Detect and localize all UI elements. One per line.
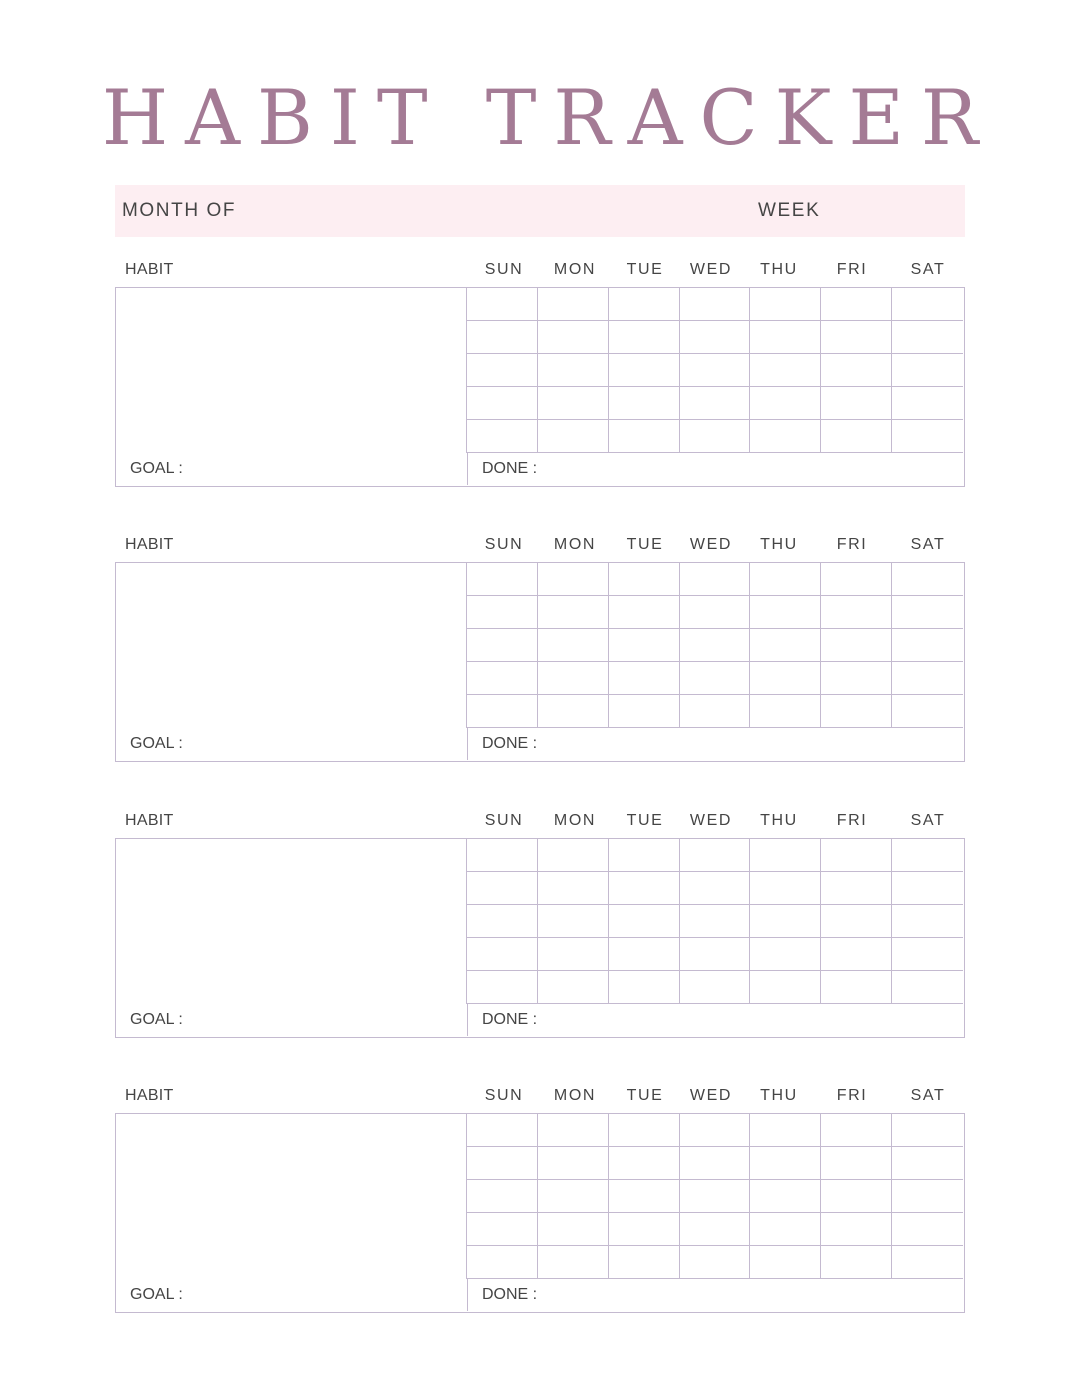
check-cell-sun[interactable] [467, 1246, 538, 1279]
check-cell-thu[interactable] [750, 387, 821, 420]
habit-section-3 [115, 812, 965, 1052]
check-cell-sun[interactable] [467, 905, 538, 938]
check-cell-sun[interactable] [467, 872, 538, 905]
check-cell-sun[interactable] [467, 354, 538, 387]
check-cell-wed[interactable] [680, 629, 751, 662]
day-label-fri: FRI [836, 1087, 868, 1104]
check-cell-thu[interactable] [750, 905, 821, 938]
check-cell-tue[interactable] [609, 938, 680, 971]
habit-name-area[interactable] [116, 1114, 467, 1279]
habit-name-area[interactable] [116, 839, 467, 1004]
check-cell-sat[interactable] [892, 695, 963, 728]
check-cell-sat[interactable] [892, 288, 963, 321]
check-cell-fri[interactable] [821, 354, 892, 387]
habit-footer [116, 453, 963, 485]
check-cell-tue[interactable] [609, 354, 680, 387]
check-cell-sun[interactable] [467, 420, 538, 453]
check-cell-mon[interactable] [538, 938, 609, 971]
check-cell-sun[interactable] [467, 387, 538, 420]
check-cell-wed[interactable] [680, 662, 751, 695]
check-cell-sat[interactable] [892, 1180, 963, 1213]
check-cell-mon[interactable] [538, 695, 609, 728]
check-cell-mon[interactable] [538, 1147, 609, 1180]
check-cell-thu[interactable] [750, 662, 821, 695]
month-week-header [115, 185, 965, 237]
habit-section-1 [115, 261, 965, 501]
check-cell-wed[interactable] [680, 938, 751, 971]
day-label-thu: THU [760, 261, 798, 278]
check-cells [467, 288, 963, 453]
check-cell-tue[interactable] [609, 1114, 680, 1147]
check-cell-sat[interactable] [892, 629, 963, 662]
day-label-wed: WED [689, 261, 733, 278]
check-cell-mon[interactable] [538, 321, 609, 354]
footer-divider [467, 453, 468, 485]
check-cell-mon[interactable] [538, 971, 609, 1004]
habit-grid [115, 287, 965, 487]
check-cell-wed[interactable] [680, 839, 751, 872]
check-cell-sat[interactable] [892, 662, 963, 695]
check-cell-sat[interactable] [892, 1147, 963, 1180]
goal-label: GOAL : [130, 460, 183, 477]
day-label-sun: SUN [484, 536, 524, 553]
check-cell-thu[interactable] [750, 563, 821, 596]
check-cell-fri[interactable] [821, 662, 892, 695]
check-cell-tue[interactable] [609, 839, 680, 872]
check-cell-fri[interactable] [821, 288, 892, 321]
check-cell-sat[interactable] [892, 1114, 963, 1147]
check-cell-sun[interactable] [467, 971, 538, 1004]
check-cell-thu[interactable] [750, 321, 821, 354]
check-cell-tue[interactable] [609, 905, 680, 938]
check-cell-tue[interactable] [609, 971, 680, 1004]
check-cell-thu[interactable] [750, 288, 821, 321]
check-cell-tue[interactable] [609, 420, 680, 453]
check-cell-fri[interactable] [821, 420, 892, 453]
check-cell-wed[interactable] [680, 1213, 751, 1246]
check-cell-sat[interactable] [892, 938, 963, 971]
check-cell-tue[interactable] [609, 387, 680, 420]
check-cell-mon[interactable] [538, 354, 609, 387]
check-cell-sun[interactable] [467, 695, 538, 728]
check-cell-mon[interactable] [538, 596, 609, 629]
check-cell-sun[interactable] [467, 1147, 538, 1180]
habit-grid [115, 562, 965, 762]
check-cell-mon[interactable] [538, 662, 609, 695]
day-label-wed: WED [689, 812, 733, 829]
check-cell-thu[interactable] [750, 420, 821, 453]
check-cell-tue[interactable] [609, 1213, 680, 1246]
check-cell-sun[interactable] [467, 1213, 538, 1246]
check-cells [467, 563, 963, 728]
day-label-sat: SAT [910, 1087, 946, 1104]
day-label-thu: THU [760, 1087, 798, 1104]
check-cell-fri[interactable] [821, 938, 892, 971]
habit-grid [115, 838, 965, 1038]
check-cell-tue[interactable] [609, 563, 680, 596]
check-cell-fri[interactable] [821, 1246, 892, 1279]
day-label-sun: SUN [484, 261, 524, 278]
habit-section-4 [115, 1087, 965, 1327]
check-cell-fri[interactable] [821, 695, 892, 728]
day-label-fri: FRI [836, 536, 868, 553]
goal-label: GOAL : [130, 1011, 183, 1028]
check-cell-thu[interactable] [750, 1246, 821, 1279]
check-cell-sat[interactable] [892, 872, 963, 905]
check-cell-fri[interactable] [821, 839, 892, 872]
check-cell-sat[interactable] [892, 839, 963, 872]
day-label-sun: SUN [484, 1087, 524, 1104]
check-cell-sat[interactable] [892, 596, 963, 629]
habit-label: HABIT [125, 536, 174, 553]
check-cell-sun[interactable] [467, 563, 538, 596]
check-cell-wed[interactable] [680, 288, 751, 321]
check-cell-tue[interactable] [609, 321, 680, 354]
check-cell-wed[interactable] [680, 872, 751, 905]
habit-name-area[interactable] [116, 563, 467, 728]
check-cell-wed[interactable] [680, 1147, 751, 1180]
check-cell-mon[interactable] [538, 1246, 609, 1279]
footer-divider [467, 728, 468, 760]
check-cells [467, 839, 963, 1004]
check-cell-wed[interactable] [680, 563, 751, 596]
habit-label: HABIT [125, 812, 174, 829]
check-cell-thu[interactable] [750, 629, 821, 662]
habit-footer [116, 1279, 963, 1311]
check-cell-thu[interactable] [750, 971, 821, 1004]
check-cell-sat[interactable] [892, 420, 963, 453]
habit-grid [115, 1113, 965, 1313]
check-cell-fri[interactable] [821, 1114, 892, 1147]
check-cell-fri[interactable] [821, 321, 892, 354]
day-label-thu: THU [760, 536, 798, 553]
check-cell-sun[interactable] [467, 1180, 538, 1213]
check-cell-fri[interactable] [821, 905, 892, 938]
check-cell-sat[interactable] [892, 1246, 963, 1279]
check-cell-sun[interactable] [467, 662, 538, 695]
habit-section-2 [115, 536, 965, 776]
week-label: WEEK [758, 200, 821, 221]
check-cell-sun[interactable] [467, 629, 538, 662]
check-cell-sun[interactable] [467, 321, 538, 354]
check-cell-mon[interactable] [538, 420, 609, 453]
check-cell-thu[interactable] [750, 1180, 821, 1213]
check-cell-mon[interactable] [538, 563, 609, 596]
check-cell-tue[interactable] [609, 872, 680, 905]
check-cell-wed[interactable] [680, 971, 751, 1004]
check-cell-wed[interactable] [680, 1180, 751, 1213]
habit-name-area[interactable] [116, 288, 467, 453]
habit-label: HABIT [125, 1087, 174, 1104]
check-cell-mon[interactable] [538, 905, 609, 938]
check-cell-fri[interactable] [821, 629, 892, 662]
check-cell-sun[interactable] [467, 596, 538, 629]
check-cell-sun[interactable] [467, 1114, 538, 1147]
check-cell-sat[interactable] [892, 354, 963, 387]
habit-footer [116, 1004, 963, 1036]
day-label-sun: SUN [484, 812, 524, 829]
check-cell-mon[interactable] [538, 872, 609, 905]
check-cell-wed[interactable] [680, 387, 751, 420]
check-cell-mon[interactable] [538, 1213, 609, 1246]
check-cell-fri[interactable] [821, 872, 892, 905]
day-label-tue: TUE [626, 261, 664, 278]
day-label-sat: SAT [910, 261, 946, 278]
check-cell-wed[interactable] [680, 695, 751, 728]
check-cell-wed[interactable] [680, 321, 751, 354]
footer-divider [467, 1004, 468, 1036]
check-cell-thu[interactable] [750, 1114, 821, 1147]
check-cell-tue[interactable] [609, 288, 680, 321]
check-cell-fri[interactable] [821, 387, 892, 420]
day-label-fri: FRI [836, 812, 868, 829]
check-cell-thu[interactable] [750, 938, 821, 971]
check-cell-fri[interactable] [821, 1180, 892, 1213]
day-label-tue: TUE [626, 812, 664, 829]
check-cell-wed[interactable] [680, 1246, 751, 1279]
check-cell-wed[interactable] [680, 905, 751, 938]
day-label-sat: SAT [910, 536, 946, 553]
check-cell-fri[interactable] [821, 1147, 892, 1180]
check-cell-thu[interactable] [750, 872, 821, 905]
check-cell-fri[interactable] [821, 971, 892, 1004]
day-label-fri: FRI [836, 261, 868, 278]
check-cell-wed[interactable] [680, 354, 751, 387]
check-cell-sat[interactable] [892, 1213, 963, 1246]
done-label: DONE : [482, 460, 538, 477]
done-label: DONE : [482, 1011, 538, 1028]
check-cell-thu[interactable] [750, 1213, 821, 1246]
check-cell-fri[interactable] [821, 563, 892, 596]
check-cell-tue[interactable] [609, 629, 680, 662]
check-cell-wed[interactable] [680, 1114, 751, 1147]
check-cell-sun[interactable] [467, 288, 538, 321]
check-cell-tue[interactable] [609, 1180, 680, 1213]
habit-footer [116, 728, 963, 760]
day-label-wed: WED [689, 1087, 733, 1104]
check-cell-sat[interactable] [892, 905, 963, 938]
check-cell-tue[interactable] [609, 1147, 680, 1180]
check-cell-tue[interactable] [609, 662, 680, 695]
day-label-mon: MON [553, 261, 597, 278]
check-cell-thu[interactable] [750, 839, 821, 872]
check-cell-sat[interactable] [892, 321, 963, 354]
day-label-mon: MON [553, 1087, 597, 1104]
check-cell-mon[interactable] [538, 839, 609, 872]
day-label-mon: MON [553, 536, 597, 553]
day-label-tue: TUE [626, 1087, 664, 1104]
goal-label: GOAL : [130, 735, 183, 752]
check-cell-mon[interactable] [538, 1180, 609, 1213]
check-cell-mon[interactable] [538, 629, 609, 662]
check-cell-sun[interactable] [467, 938, 538, 971]
check-cell-tue[interactable] [609, 596, 680, 629]
check-cell-mon[interactable] [538, 288, 609, 321]
check-cell-wed[interactable] [680, 596, 751, 629]
goal-label: GOAL : [130, 1286, 183, 1303]
check-cells [467, 1114, 963, 1279]
check-cell-thu[interactable] [750, 354, 821, 387]
check-cell-sat[interactable] [892, 971, 963, 1004]
check-cell-sun[interactable] [467, 839, 538, 872]
check-cell-thu[interactable] [750, 695, 821, 728]
day-label-mon: MON [553, 812, 597, 829]
check-cell-fri[interactable] [821, 596, 892, 629]
day-label-sat: SAT [910, 812, 946, 829]
check-cell-mon[interactable] [538, 387, 609, 420]
check-cell-tue[interactable] [609, 695, 680, 728]
done-label: DONE : [482, 735, 538, 752]
day-label-tue: TUE [626, 536, 664, 553]
footer-divider [467, 1279, 468, 1311]
check-cell-thu[interactable] [750, 596, 821, 629]
check-cell-thu[interactable] [750, 1147, 821, 1180]
check-cell-mon[interactable] [538, 1114, 609, 1147]
habit-label: HABIT [125, 261, 174, 278]
check-cell-fri[interactable] [821, 1213, 892, 1246]
page-title: HABIT TRACKER [101, 73, 996, 162]
check-cell-tue[interactable] [609, 1246, 680, 1279]
check-cell-sat[interactable] [892, 387, 963, 420]
done-label: DONE : [482, 1286, 538, 1303]
day-label-thu: THU [760, 812, 798, 829]
check-cell-sat[interactable] [892, 563, 963, 596]
check-cell-wed[interactable] [680, 420, 751, 453]
month-of-label: MONTH OF [122, 200, 237, 221]
day-label-wed: WED [689, 536, 733, 553]
